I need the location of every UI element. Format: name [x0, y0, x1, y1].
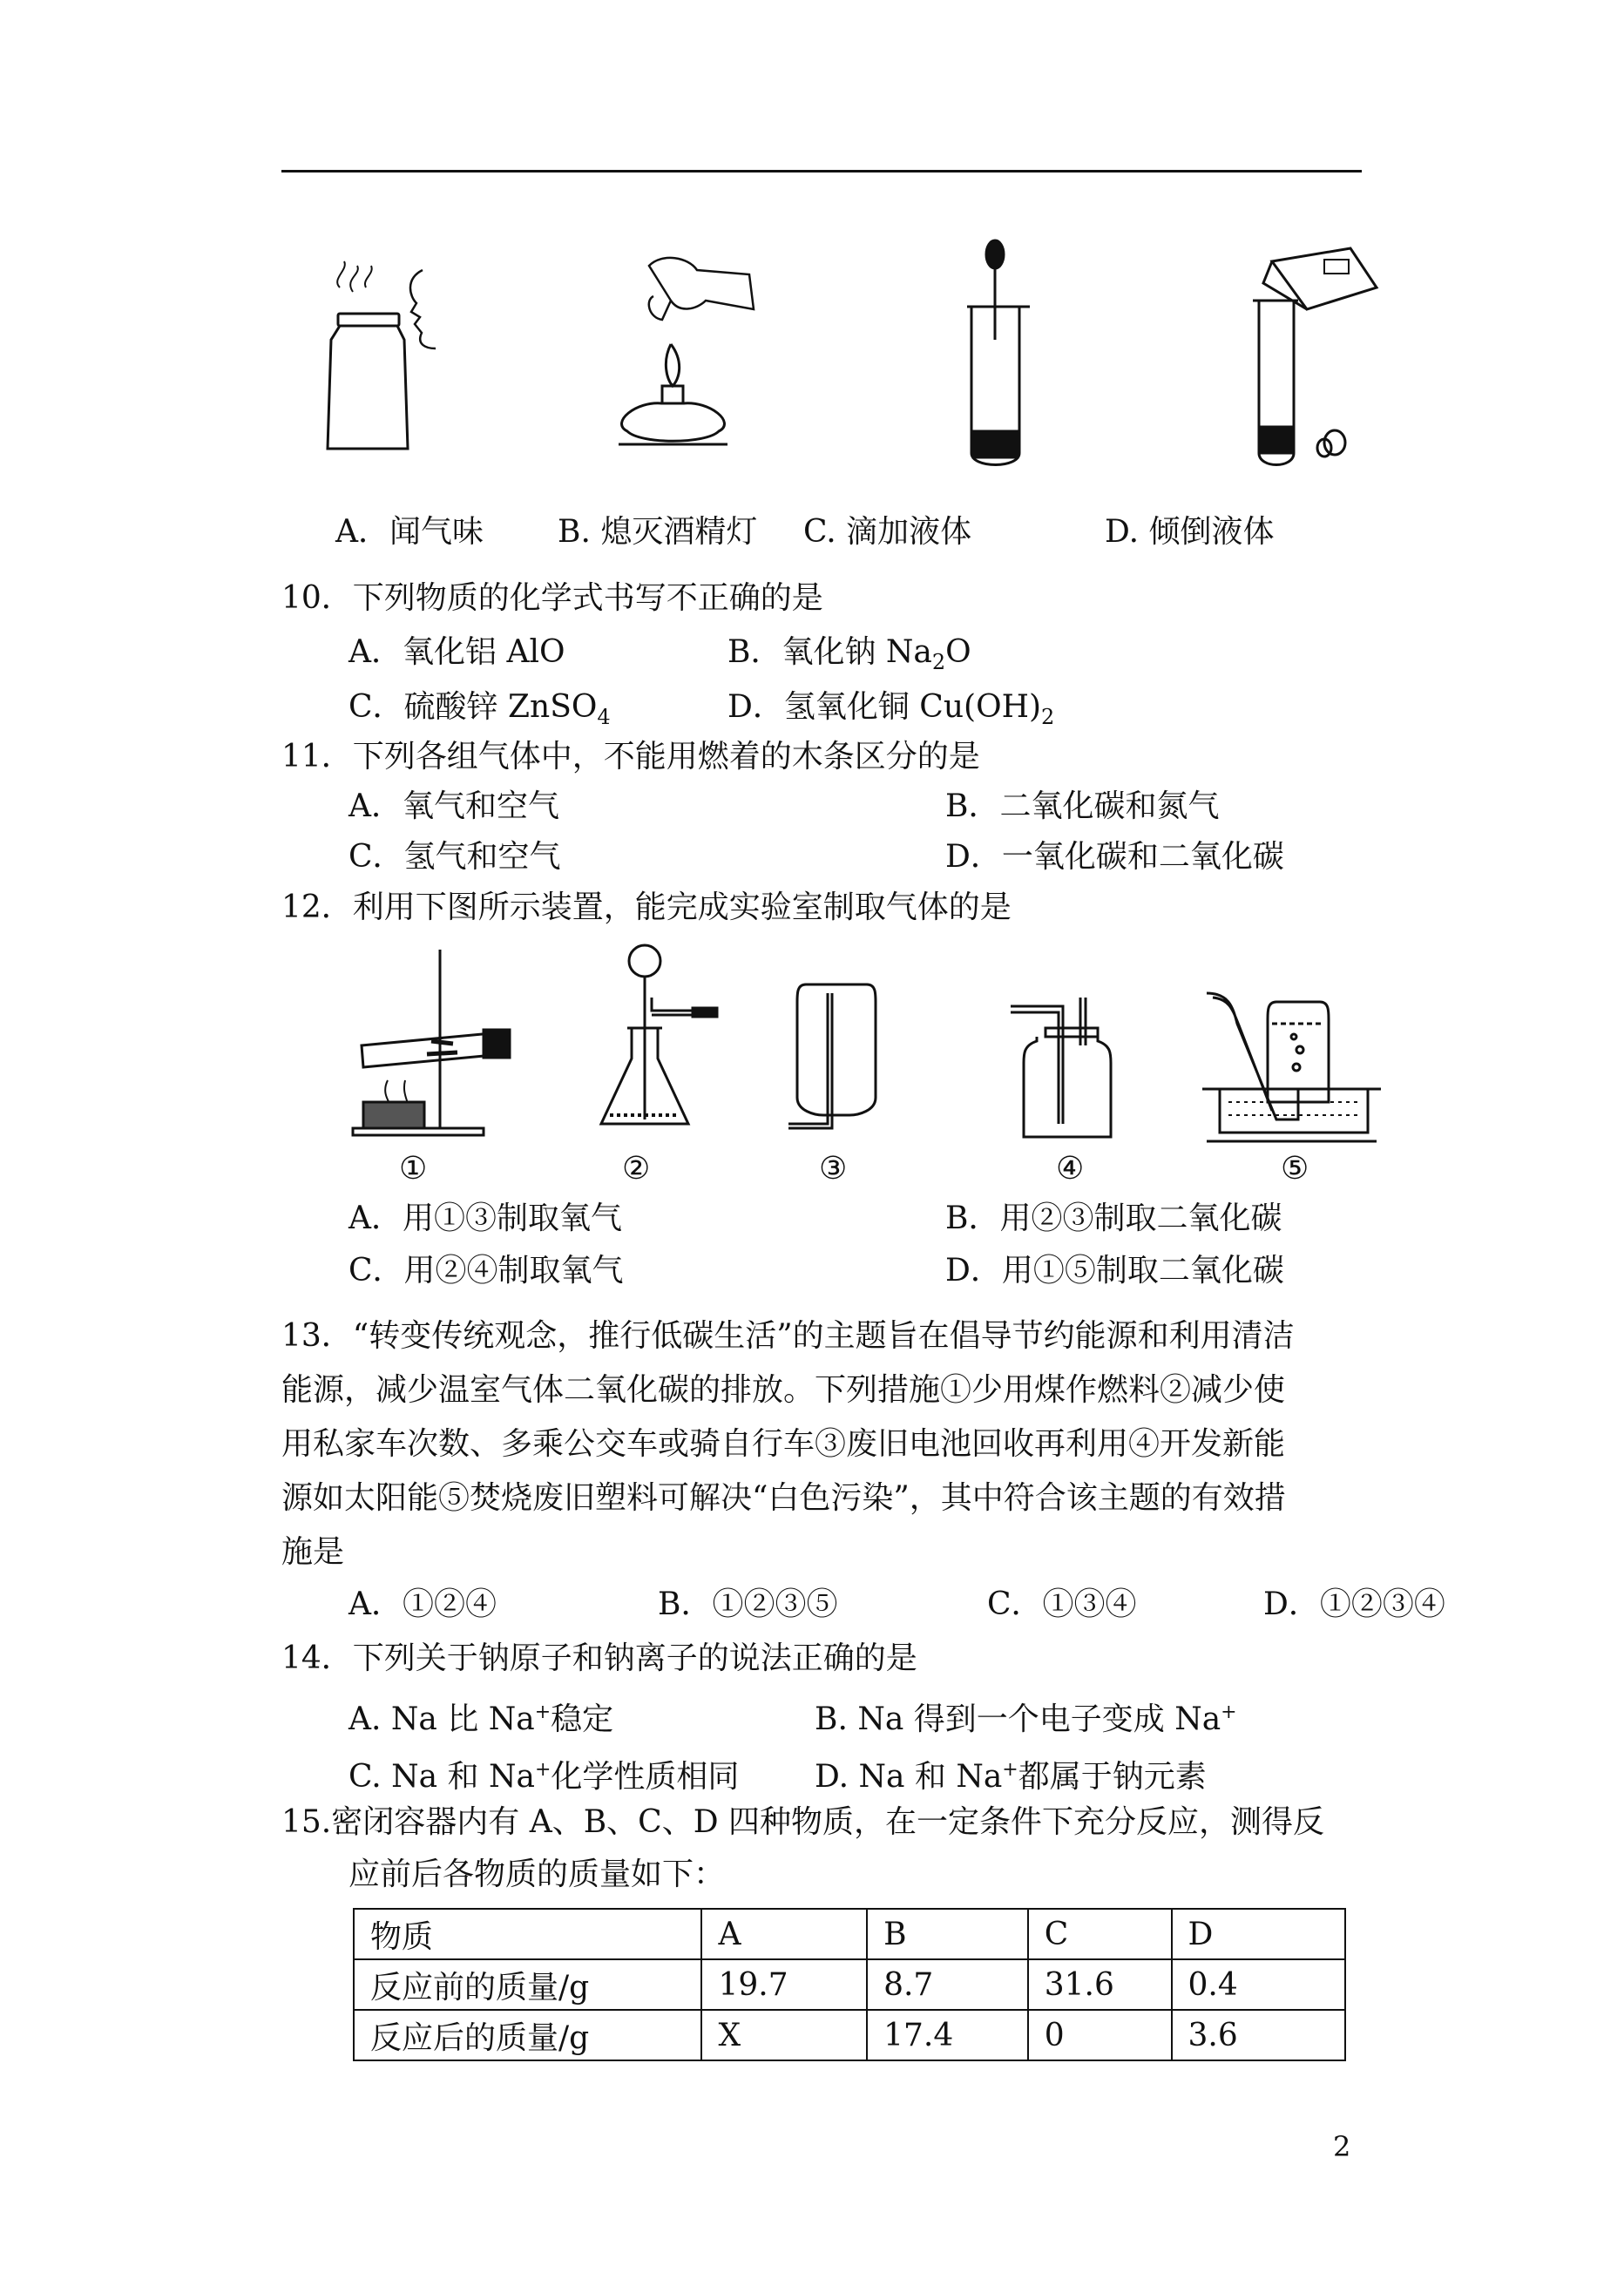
table-cell: A [701, 1909, 867, 1959]
table-cell: D [1172, 1909, 1346, 1959]
apparatus-2-flask [592, 945, 732, 1137]
q13-option-c: C．①③④ [987, 1586, 1137, 1622]
page-number: 2 [1333, 2130, 1351, 2163]
q14-option-c: C. Na 和 Na+化学性质相同 [348, 1759, 740, 1795]
pour-liquid-figure [1237, 235, 1394, 470]
table-cell: 物质 [354, 1909, 701, 1959]
q13-line-1: 13．“转变传统观念，推行低碳生活”的主题旨在倡导节约能源和利用清洁 [281, 1318, 1295, 1354]
table-cell: 反应后的质量/g [354, 2010, 701, 2060]
table-cell: B [867, 1909, 1028, 1959]
apparatus-label-3: ③ [819, 1151, 848, 1187]
q15-line-2: 应前后各物质的质量如下： [348, 1857, 726, 1892]
q12-option-a: A．用①③制取氧气 [348, 1201, 622, 1236]
apparatus-5-water-collection [1202, 989, 1385, 1141]
q11-option-c: C．氢气和空气 [348, 839, 561, 875]
apparatus-label-2: ② [622, 1151, 651, 1187]
q14-option-b: B. Na 得到一个电子变成 Na+ [815, 1701, 1237, 1737]
q11-stem: 11．下列各组气体中，不能用燃着的木条区分的是 [281, 739, 980, 774]
header-rule [281, 170, 1362, 172]
table-cell: 31.6 [1028, 1959, 1172, 2010]
table-cell: 3.6 [1172, 2010, 1346, 2060]
q9-option-c: C. 滴加液体 [803, 514, 972, 550]
q12-option-b: B．用②③制取二氧化碳 [945, 1201, 1282, 1236]
q13-option-b: B．①②③⑤ [658, 1586, 838, 1622]
q10-option-b: B．氧化钠 $Na_2O$ [727, 634, 971, 675]
drop-liquid-figure [950, 235, 1054, 470]
q13-line-4: 源如太阳能⑤焚烧废旧塑料可解决“白色污染”，其中符合该主题的有效措 [281, 1480, 1286, 1516]
table-cell: 0 [1028, 2010, 1172, 2060]
q10-option-a: A．氧化铝 AlO [348, 634, 565, 670]
table-header-row [354, 1909, 1345, 1959]
apparatus-1-heating-tube [353, 950, 527, 1137]
q10-option-c: C．硫酸锌 ZnSO$_4$ [348, 689, 611, 730]
table-row [354, 2010, 1345, 2060]
q12-option-c: C．用②④制取氧气 [348, 1253, 624, 1289]
q9-option-a: A．闻气味 [335, 514, 484, 550]
apparatus-label-5: ⑤ [1281, 1151, 1309, 1187]
table-cell: 反应前的质量/g [354, 1959, 701, 2010]
apparatus-3-inverted-bottle [788, 976, 884, 1141]
q11-option-d: D．一氧化碳和二氧化碳 [945, 839, 1284, 875]
table-cell: 19.7 [701, 1959, 867, 2010]
q13-line-2: 能源，减少温室气体二氧化碳的排放。下列措施①少用煤作燃料②减少使 [281, 1372, 1286, 1408]
q13-line-3: 用私家车次数、多乘公交车或骑自行车③废旧电池回收再利用④开发新能 [281, 1426, 1286, 1462]
q13-line-5: 施是 [281, 1534, 345, 1570]
q12-stem: 12．利用下图所示装置，能完成实验室制取气体的是 [281, 889, 1012, 925]
q9-option-d: D. 倾倒液体 [1105, 514, 1275, 550]
q14-option-d: D. Na 和 Na+都属于钠元素 [815, 1759, 1207, 1795]
table-cell: X [701, 2010, 867, 2060]
q13-option-d: D．①②③④ [1263, 1586, 1445, 1622]
q15-line-1: 15.密闭容器内有 A、B、C、D 四种物质，在一定条件下充分反应，测得反 [281, 1804, 1325, 1840]
extinguish-lamp-figure [601, 248, 758, 466]
apparatus-4-gas-bottle [1011, 993, 1133, 1141]
apparatus-label-1: ① [399, 1151, 428, 1187]
table-cell: 8.7 [867, 1959, 1028, 2010]
table-cell: 17.4 [867, 2010, 1028, 2060]
q14-stem: 14．下列关于钠原子和钠离子的说法正确的是 [281, 1640, 917, 1676]
q10-stem: 10．下列物质的化学式书写不正确的是 [281, 580, 823, 616]
table-cell: C [1028, 1909, 1172, 1959]
q12-option-d: D．用①⑤制取二氧化碳 [945, 1253, 1284, 1289]
q13-option-a: A．①②④ [348, 1586, 497, 1622]
q11-option-a: A．氧气和空气 [348, 788, 559, 824]
table-cell: 0.4 [1172, 1959, 1346, 2010]
apparatus-label-4: ④ [1056, 1151, 1085, 1187]
q10-option-d: D．氢氧化铜 $Cu(OH)_2$ [727, 689, 1055, 730]
smell-gas-figure [314, 261, 453, 462]
q14-option-a: A. Na 比 Na+稳定 [348, 1701, 614, 1737]
table-row [354, 1959, 1345, 2010]
mass-table [353, 1908, 1346, 2061]
q9-option-b: B. 熄灭酒精灯 [558, 514, 758, 550]
q11-option-b: B．二氧化碳和氮气 [945, 788, 1220, 824]
